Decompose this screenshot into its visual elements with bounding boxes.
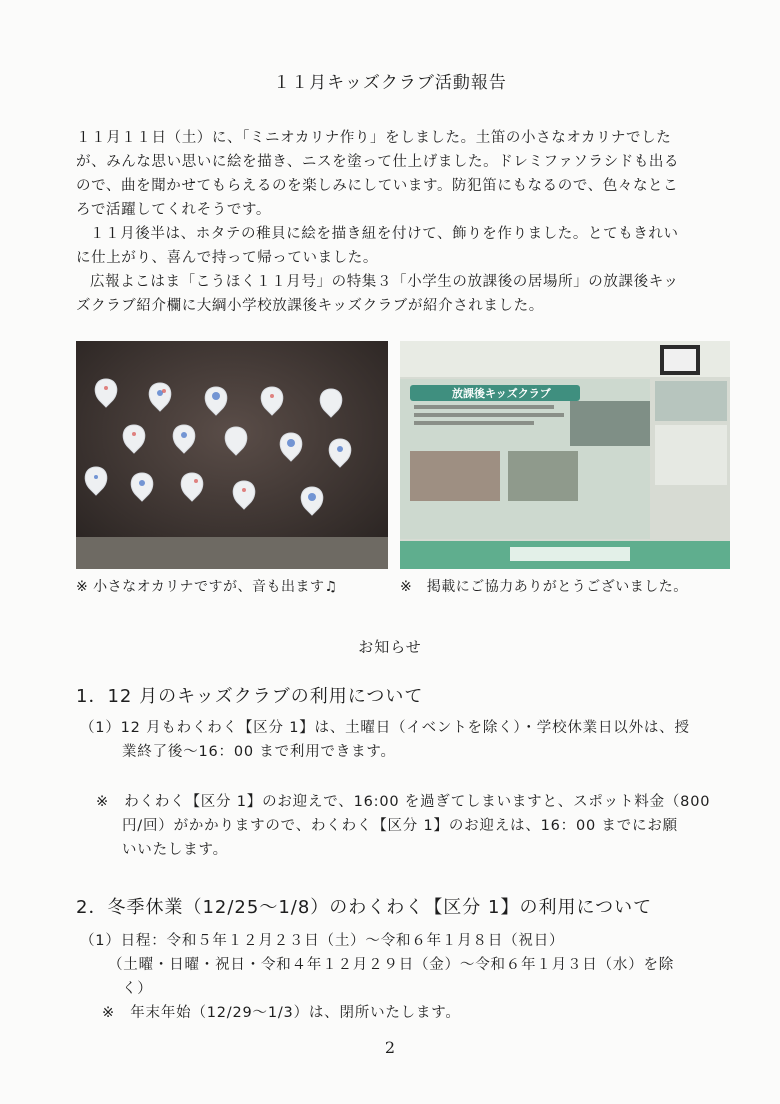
section2-heading: 2．冬季休業（12/25～1/8）のわくわく【区分 1】の利用について: [76, 897, 653, 918]
section1-note-line: 円/回）がかかりますので、わくわく【区分 1】のお迎えは、16：00 までにお願: [122, 818, 678, 834]
photo-caption-left: ※ 小さなオカリナですが、音も出ます♫: [76, 579, 338, 595]
report-line: １１月１１日（土）に、「ミニオカリナ作り」をしました。土笛の小さなオカリナでした: [76, 130, 672, 146]
report-line: に仕上がり、喜んで持って帰っていました。: [76, 250, 378, 266]
report-line: ズクラブ紹介欄に大綱小学校放課後キッズクラブが紹介されました。: [76, 298, 544, 314]
section2-line: （土曜・日曜・祝日・令和４年１２月２９日（金）～令和６年１月３日（水）を除: [108, 957, 675, 973]
newspaper-illustration: [400, 341, 730, 569]
section2-note: ※ 年末年始（12/29～1/3）は、閉所いたします。: [102, 1005, 461, 1021]
page-number: 2: [384, 1038, 396, 1057]
ocarina-illustration: [76, 341, 388, 569]
section1-item-line: （1）12 月もわくわく【区分 1】は、土曜日（イベントを除く）・学校休業日以外は、授: [80, 720, 690, 736]
notice-heading: お知らせ: [358, 638, 422, 656]
photo-caption-right: ※ 掲載にご協力ありがとうございました。: [400, 579, 688, 595]
section1-item-line: 業終了後～16：00 まで利用できます。: [122, 744, 396, 760]
newspaper-heading: 放課後キッズクラブ: [452, 387, 551, 400]
report-line: 広報よこはま「こうほく１１月号」の特集３「小学生の放課後の居場所」の放課後キッ: [90, 274, 679, 290]
section2-line: （1）日程：令和５年１２月２３日（土）～令和６年１月８日（祝日）: [80, 933, 565, 949]
section1-note-line: いいたします。: [122, 842, 228, 858]
report-line: が、みんな思い思いに絵を描き、ニスを塗って仕上げました。ドレミファソラシドも出る: [76, 154, 680, 170]
page-title: １１月キッズクラブ活動報告: [273, 73, 507, 93]
section1-heading: 1．12 月のキッズクラブの利用について: [76, 686, 424, 707]
report-line: ので、曲を聞かせてもらえるのを楽しみにしています。防犯笛にもなるので、色々なとこ: [76, 178, 679, 194]
newspaper-photo: [400, 341, 730, 569]
section2-line: く）: [122, 981, 153, 997]
section1-note-line: ※ わくわく【区分 1】のお迎えで、16:00 を過ぎてしまいますと、スポット料金（800: [96, 794, 711, 810]
report-line: ろで活躍してくれそうです。: [76, 202, 271, 218]
ocarina-photo: [76, 341, 388, 569]
report-line: １１月後半は、ホタテの稚貝に絵を描き紐を付けて、飾りを作りました。とてもきれい: [90, 226, 679, 242]
